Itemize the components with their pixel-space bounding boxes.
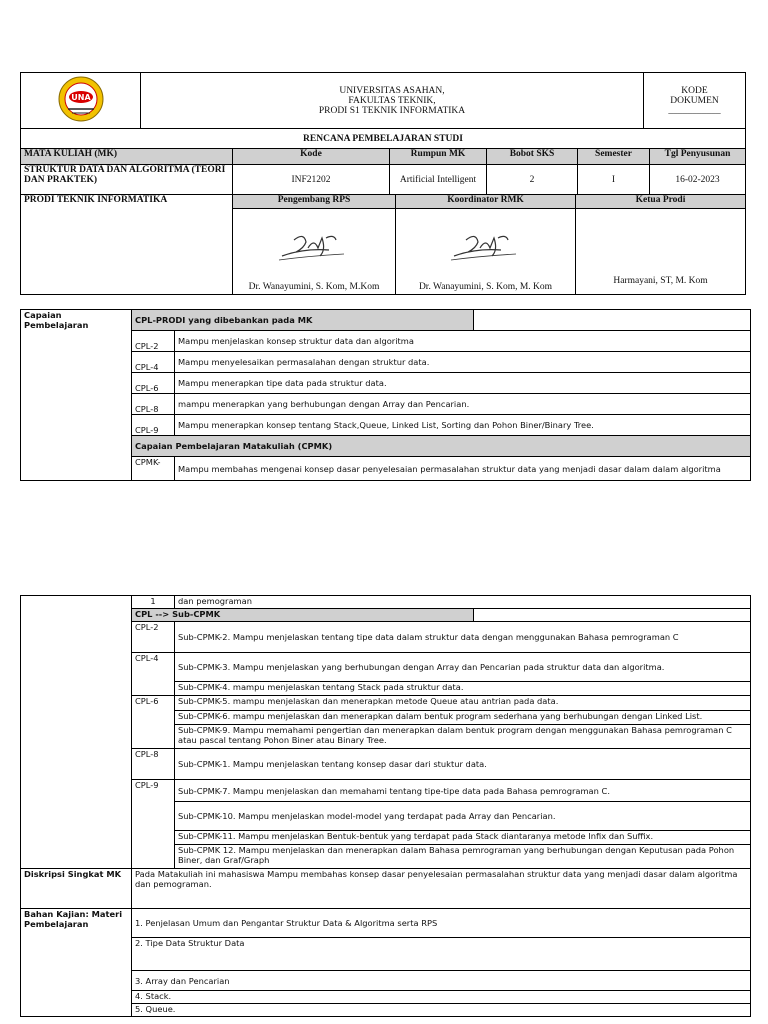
faculty-name: FAKULTAS TEKNIK,: [348, 95, 436, 106]
cpl-text: Mampu menyelesaikan permasalahan dengan struktur data.: [175, 352, 751, 373]
logo-cell: [21, 73, 141, 129]
role-ketua: Ketua Prodi: [576, 195, 746, 209]
sub-cpmk-text: Sub-CPMK-11. Mampu menjelaskan Bentuk-bentuk yang terdapat pada Stack diantaranya metode Infix dan Suffix.: [175, 831, 751, 845]
cpl-code: CPL-9: [132, 415, 175, 436]
col-kode: Kode: [233, 149, 390, 165]
doc-title: RENCANA PEMBELAJARAN STUDI: [21, 129, 746, 149]
sub-cpl-code: CPL-6: [132, 696, 175, 749]
bahan-item: 4. Stack.: [132, 991, 751, 1004]
deskripsi-text: Pada Matakuliah ini mahasiswa Mampu membahas konsep dasar penyelesaian permasalahan struktur data yang menjadi dasar dalam algoritma dan pemograman.: [132, 869, 751, 909]
sub-cpmk-text: Sub-CPMK-9. Mampu memahami pengertian dan menerapkan dalam bentuk program dengan menggunakan Bahasa pemrograman C atau pascal tentang Pohon Biner atau Binary Tree.: [175, 725, 751, 749]
bahan-item: 5. Queue.: [132, 1004, 751, 1017]
col-rumpun: Rumpun MK: [390, 149, 487, 165]
sub-cpmk-text: Sub-CPMK-4. mampu menjelaskan tentang Stack pada struktur data.: [175, 682, 751, 696]
doc-code-cell: [644, 73, 746, 129]
bahan-label: Bahan Kajian: Materi Pembelajaran: [21, 909, 132, 1017]
capaian-label: Capaian Pembelajaran: [21, 310, 132, 481]
sub-cpmk-text: Sub-CPMK-10. Mampu menjelaskan model-model yang terdapat pada Array dan Pencarian.: [175, 802, 751, 831]
cpmk-code: CPMK-: [132, 457, 175, 481]
doc-code-label: KODE DOKUMEN: [670, 85, 719, 106]
cont-text: dan pemograman: [175, 596, 751, 609]
prodi-name: PRODI TEKNIK INFORMATIKA: [21, 195, 233, 295]
sub-cpmk-text: Sub-CPMK-6. mampu menjelaskan dan menerapkan dalam bentuk program sederhana yang berhubungan dengan Linked List.: [175, 711, 751, 725]
sub-cpl-code: CPL-2: [132, 622, 175, 653]
course-date: 16-02-2023: [650, 165, 746, 195]
col-tgl: Tgl Penyusunan: [650, 149, 746, 165]
col-bobot: Bobot SKS: [487, 149, 578, 165]
cont-code: 1: [132, 596, 175, 609]
signature-cell-1: [233, 209, 396, 295]
course-code: INF21202: [233, 165, 390, 195]
doc-code-value: ___________: [668, 105, 721, 116]
course-info-table: [20, 148, 746, 195]
bahan-item: 1. Penjelasan Umum dan Pengantar Struktur Data & Algoritma serta RPS: [132, 909, 751, 938]
mk-label: MATA KULIAH (MK): [21, 149, 233, 165]
col-semester: Semester: [578, 149, 650, 165]
signer-3: Harmayani, ST, M. Kom: [576, 209, 746, 295]
cpl-code: CPL-8: [132, 394, 175, 415]
cpl-header: CPL-PRODI yang dibebankan pada MK: [132, 310, 474, 331]
bahan-item: 2. Tipe Data Struktur Data: [132, 938, 751, 971]
sub-cpl-code: CPL-4: [132, 653, 175, 696]
sub-cpl-code: CPL-8: [132, 749, 175, 780]
sub-cpmk-table: [20, 595, 751, 1017]
role-pengembang: Pengembang RPS: [233, 195, 396, 209]
sub-cpmk-text: Sub-CPMK-7. Mampu menjelaskan dan memahami tentang tipe-tipe data pada Bahasa pemrograman C.: [175, 780, 751, 802]
svg-text:UNA: UNA: [70, 93, 91, 102]
sub-cpmk-text: Sub-CPMK 12. Mampu menjelaskan dan menerapkan dalam Bahasa pemrograman yang berhubungan dengan Keputusan pada Pohon Biner, dan Graf/Graph: [175, 845, 751, 869]
institution-cell: [141, 73, 644, 129]
cpl-text: Mampu menjelaskan konsep struktur data dan algoritma: [175, 331, 751, 352]
signature-cell-2: [396, 209, 576, 295]
cpl-code: CPL-4: [132, 352, 175, 373]
cpl-table: [20, 309, 751, 481]
course-bobot: 2: [487, 165, 578, 195]
cpl-text: mampu menerapkan yang berhubungan dengan Array dan Pencarian.: [175, 394, 751, 415]
signer-1: Dr. Wanayumini, S. Kom, M.Kom: [248, 282, 380, 292]
bahan-item: 3. Array dan Pencarian: [132, 971, 751, 991]
signature-2: [446, 226, 526, 268]
cpmk-text: Mampu membahas mengenai konsep dasar penyelesaian permasalahan struktur data yang menjadi dasar dalam dalam algoritma: [175, 457, 751, 481]
deskripsi-label: Diskripsi Singkat MK: [21, 869, 132, 909]
cpl-text: Mampu menerapkan konsep tentang Stack,Queue, Linked List, Sorting dan Pohon Biner/Binary Tree.: [175, 415, 751, 436]
signer-2: Dr. Wanayumini, S. Kom, M. Kom: [418, 282, 553, 292]
sub-cpl-code: CPL-9: [132, 780, 175, 869]
university-name: UNIVERSITAS ASAHAN,: [339, 85, 445, 96]
cpl-code: CPL-2: [132, 331, 175, 352]
signature-table: [20, 194, 746, 295]
rps-header-table: [20, 72, 746, 149]
signature-1: [274, 226, 354, 268]
sub-cpmk-text: Sub-CPMK-2. Mampu menjelaskan tentang tipe data dalam struktur data dengan menggunakan Bahasa pemrograman C: [175, 622, 751, 653]
role-koordinator: Koordinator RMK: [396, 195, 576, 209]
sub-cpmk-header: CPL --> Sub-CPMK: [132, 609, 474, 622]
cpl-code: CPL-6: [132, 373, 175, 394]
course-semester: I: [578, 165, 650, 195]
course-name: STRUKTUR DATA DAN ALGORITMA (TEORI DAN PRAKTEK): [21, 165, 233, 195]
sub-cpmk-text: Sub-CPMK-3. Mampu menjelaskan yang berhubungan dengan Array dan Pencarian pada struktur data dan algoritma.: [175, 653, 751, 682]
program-name: PRODI S1 TEKNIK INFORMATIKA: [318, 105, 466, 116]
sub-cpmk-text: Sub-CPMK-5. mampu menjelaskan dan menerapkan metode Queue atau antrian pada data.: [175, 696, 751, 711]
cpmk-header: Capaian Pembelajaran Matakuliah (CPMK): [132, 436, 751, 457]
cpl-text: Mampu menerapkan tipe data pada struktur data.: [175, 373, 751, 394]
course-rumpun: Artificial Intelligent: [390, 165, 487, 195]
sub-cpmk-text: Sub-CPMK-1. Mampu menjelaskan tentang konsep dasar dari stuktur data.: [175, 749, 751, 780]
university-logo: [50, 75, 112, 123]
